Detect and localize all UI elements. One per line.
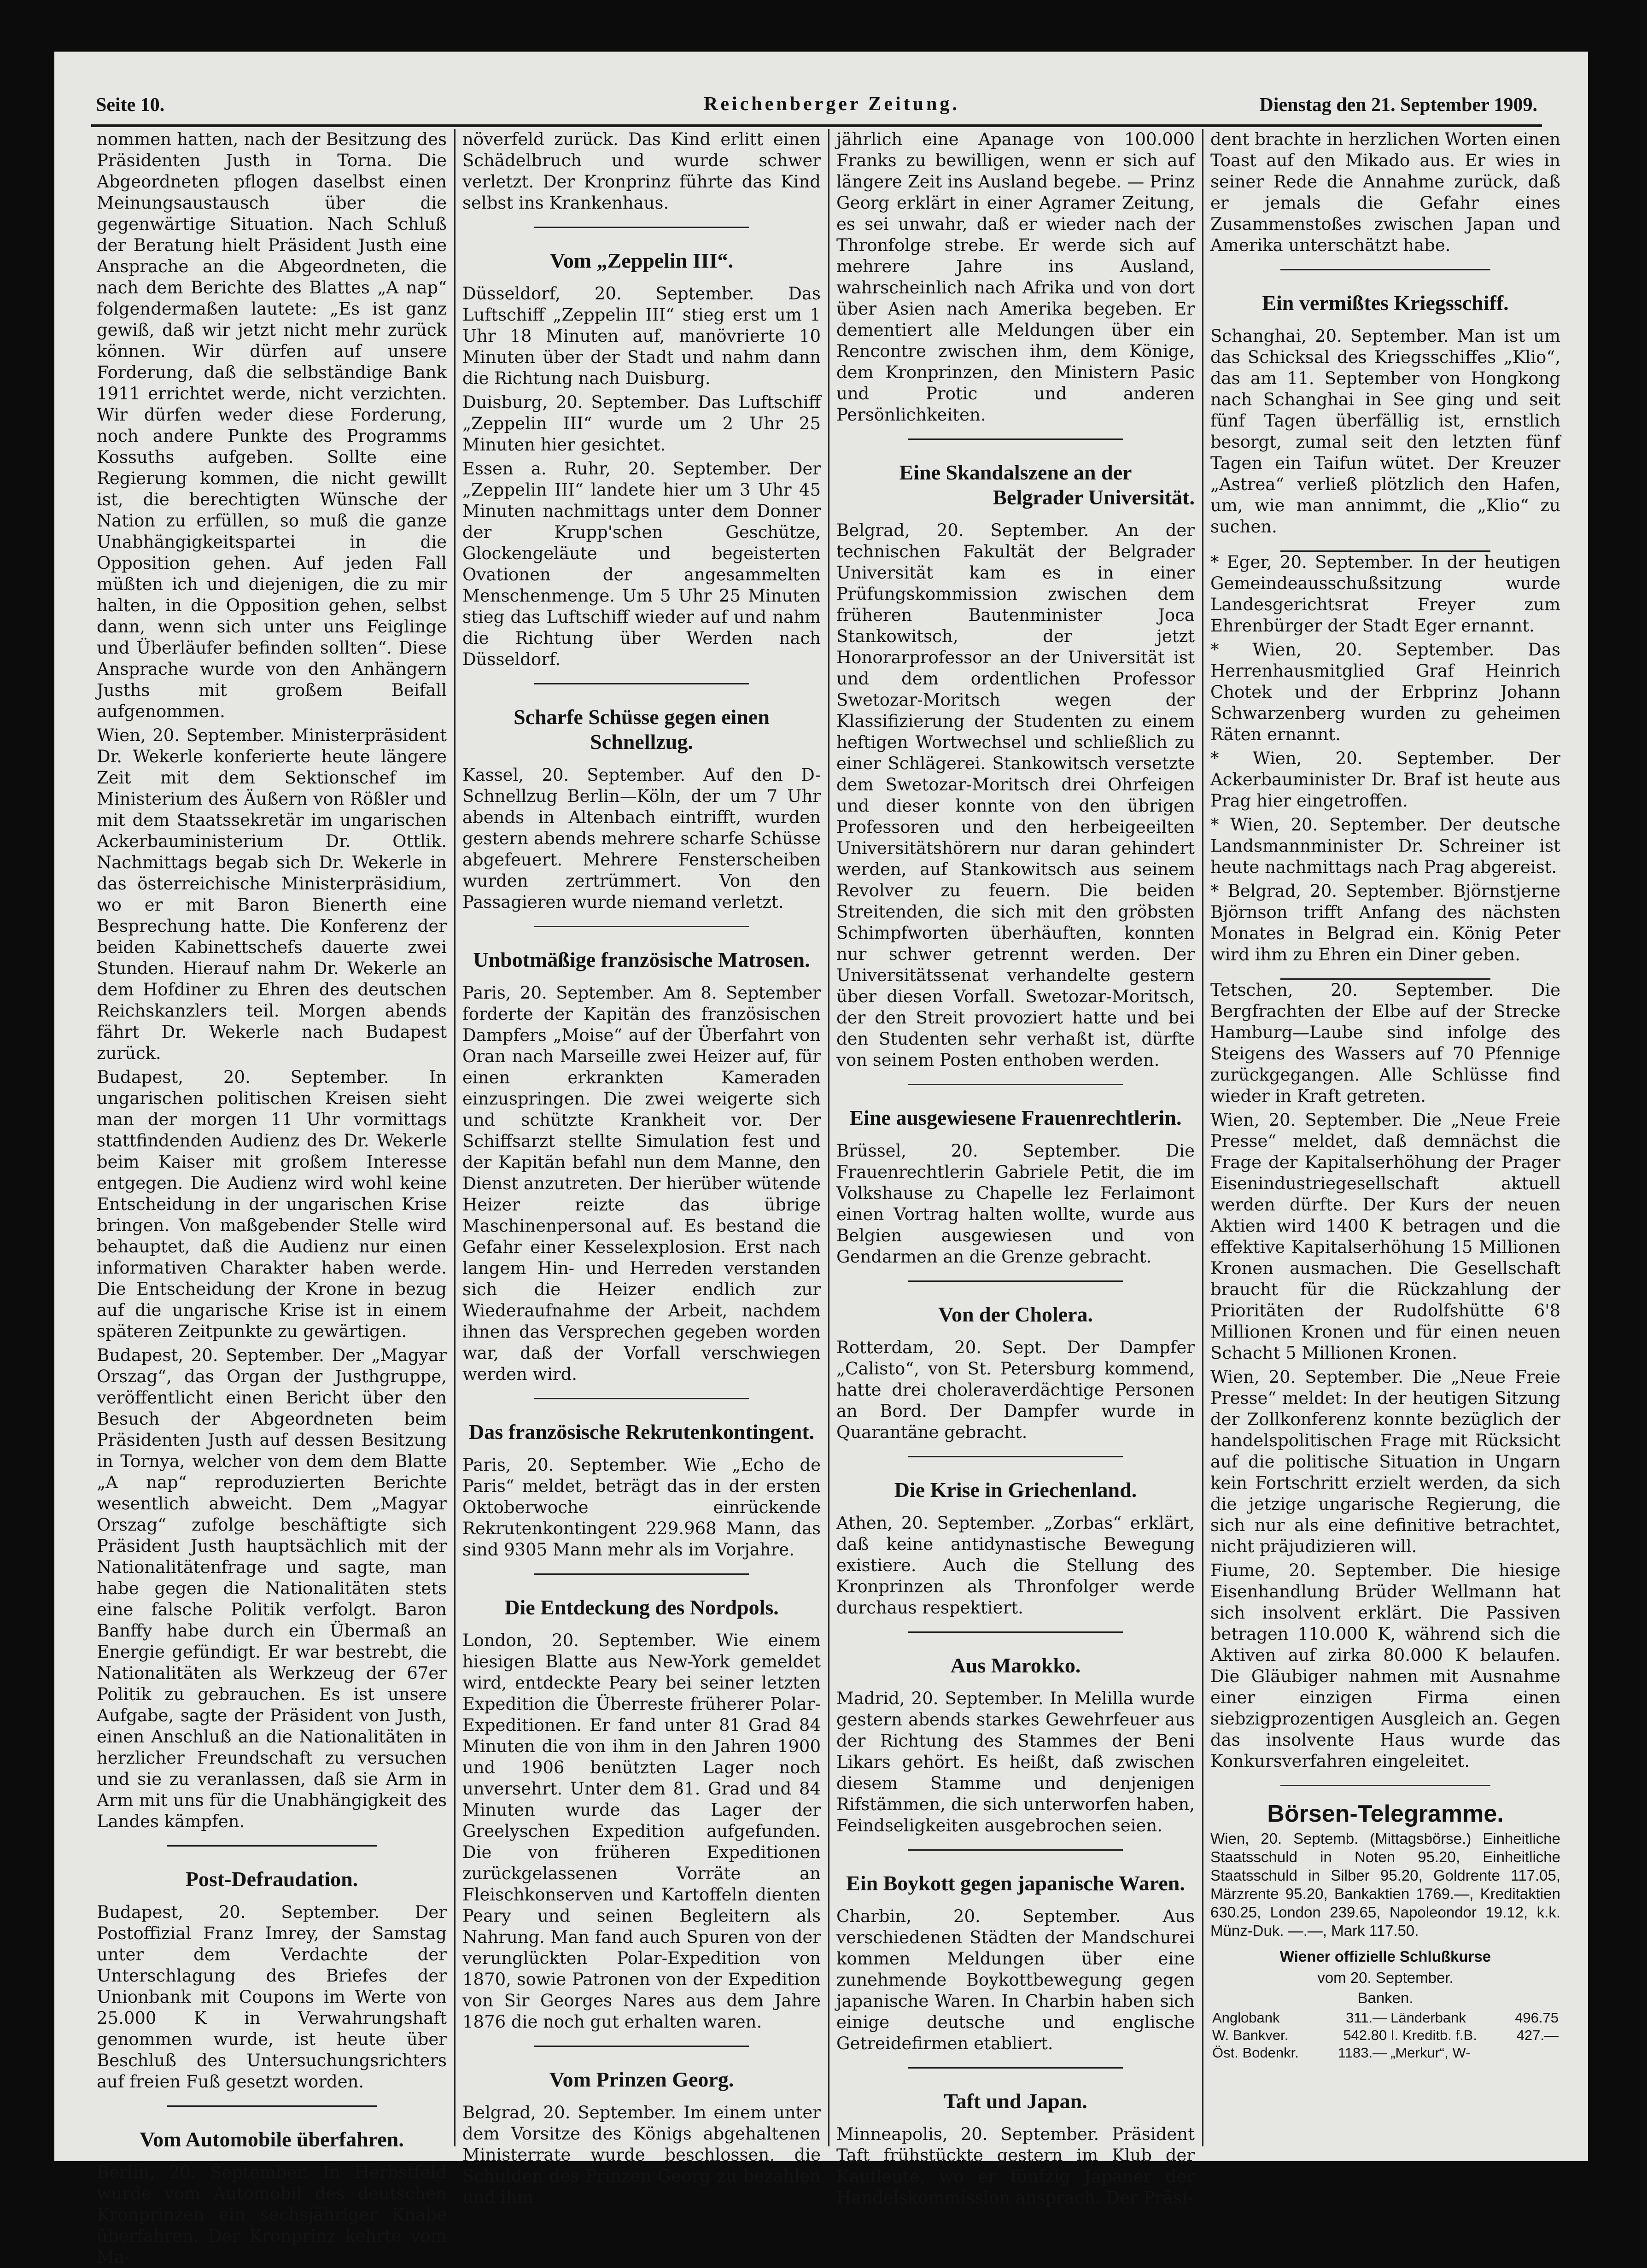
issue-date: Dienstag den 21. September 1909. [1259,94,1537,116]
article-paragraph: Paris, 20. September. Am 8. September forderte der Kapitän des französischen Dampfers „Moise“ auf der Überfahrt von Oran nach Marseille zwei Heizer auf, für einen erkrankten Kameraden einzuspringen. Die zwei weigerte sich und schützte Krankheit vor. Der Schiffsarzt stellte Simulation fest und der Kapitän befahl nun dem Manne, den Dienst anzutreten. Der hierüber wütende Heizer reizte das übrige Maschinenpersonal auf. Es bestand die Gefahr einer Kesselexplosion. Erst nach langem Hin- und Herreden verstanden sich die Heizer endlich zur Wiederaufnahme der Arbeit, nachdem ihnen das Versprechen gegeben worden war, daß der Vorfall verschwiegen werden wird. [462,983,821,1384]
article-separator [908,1280,1123,1282]
article-separator [534,1573,749,1575]
bank-price: 311.— [1346,2010,1387,2026]
article-paragraph: * Wien, 20. September. Das Herrenhausmitglied Graf Heinrich Chotek und der Erbprinz Johann Schwarzenberg wurden zu geheimen Räten ernannt. [1210,640,1560,744]
stock-exchange-section [1210,1800,1560,2062]
bank-name: W. Bankver. [1212,2027,1289,2043]
article-headline: Vom Prinzen Georg. [549,2068,734,2091]
column-divider [828,129,829,2146]
article-headline: Ein Boykott gegen japanische Waren. [846,1871,1185,1895]
bank-price: 1183.— [1337,2045,1387,2061]
closing-prices-date: vom 20. September. [1317,1969,1454,1986]
article-paragraph: Wien, 20. September. Die „Neue Freie Presse“ meldet: In der heutigen Sitzung der Zollkonferenz konnte bezüglich der handelspolitischen Frage mit Rücksicht auf die politische Situation in Ungarn kein Fortschritt erzielt werden, da sich die jetzige ungarische Regierung, die sich nur als eine definitive betrachtet, nicht präjudizieren will. [1210,1367,1560,1556]
article-paragraph: Tetschen, 20. September. Die Bergfrachten der Elbe auf der Strecke Hamburg—Laube sind infolge des Steigens des Wassers auf 70 Pfennige zurückgegangen. Alle Schlüsse find wieder in Kraft getreten. [1210,980,1560,1106]
bank-price: 496.75 [1515,2010,1559,2026]
article-separator [534,926,749,927]
article-paragraph: * Belgrad, 20. September. Björnstjerne Björnson trifft Anfang des nächsten Monates in Belgrad ein. König Peter wird ihm zu Ehren ein Diner geben. [1210,881,1560,964]
article-paragraph: Kassel, 20. September. Auf den D-Schnellzug Berlin—Köln, der um 7 Uhr abends in Altenbach eintrifft, wurden gestern abends mehrere scharfe Schüsse abgefeuert. Mehrere Fensterscheiben wurden zertrümmert. Von den Passagieren wurde niemand verletzt. [462,765,821,912]
article-paragraph: Wien, 20. September. Ministerpräsident Dr. Wekerle konferierte heute längere Zeit mit dem Sektionschef im Ministerium des Äußern von Rößler und mit dem Staatssekretär im ungarischen Ackerbauministerium Dr. Ottlik. Nachmittags begab sich Dr. Wekerle in das österreichische Ministerpräsidium, wo er mit Baron Bienerth eine Besprechung hatte. Die Konferenz der beiden Kabinettschefs dauerte zwei Stunden. Hierauf nahm Dr. Wekerle an dem Hofdiner zu Ehren des deutschen Reichskanzlers teil. Morgen abends fährt Dr. Wekerle nach Budapest zurück. [97,725,447,1063]
article-headline: Die Entdeckung des Nordpols. [504,1596,779,1619]
article-separator [908,1849,1123,1851]
bank-name: Öst. Bodenkr. [1212,2045,1299,2061]
article-paragraph: Minneapolis, 20. September. Präsident Taft frühstückte gestern im Klub der Kaufleute, wo er fünfzig Japaner der Handelskommission ansprach. Der Präsi- [836,2124,1195,2208]
article-headline: Ein vermißtes Kriegsschiff. [1262,291,1509,315]
article-separator [167,1845,377,1847]
article-paragraph: Essen a. Ruhr, 20. September. Der „Zeppelin III“ landete hier um 3 Uhr 45 Minuten nachmittags unter dem Donner der Krupp'schen Geschütze, Glockengeläute und begeisterten Ovationen der angesammelten Menschenmenge. Um 5 Uhr 25 Minuten stieg das Luftschiff wieder auf und nahm die Richtung über Werden nach Düsseldorf. [462,459,821,669]
article-headline: Von der Cholera. [938,1303,1093,1326]
bank-name: Anglobank [1212,2010,1280,2026]
article-headline: Das französische Rekrutenkontingent. [468,1420,815,1444]
bank-row [1210,2044,1560,2062]
article-headline: Vom „Zeppelin III“. [549,249,734,272]
banks-label: Banken. [1357,1989,1413,2006]
headline-line: Eine Skandalszene an der [899,461,1132,484]
column-divider [1202,129,1203,2146]
column-1 [97,129,447,2267]
article-paragraph: jährlich eine Apanage von 100.000 Franks zu bewilligen, wenn er sich auf längere Zeit ins Ausland begebe. — Prinz Georg erklärt in einer Agramer Zeitung, es sei unwahr, daß er wieder nach der Thronfolge strebe. Er werde sich auf mehrere Jahre ins Ausland, wahrscheinlich nach Afrika und von dort über Asien nach Amerika begeben. Er dementiert alle Meldungen über ein Rencontre zwischen ihm, dem Könige, dem Kronprinzen, den Ministern Pasic und Protic und anderen Persönlichkeiten. [836,129,1195,425]
article-paragraph: * Wien, 20. September. Der Ackerbauminister Dr. Braf ist heute aus Prag hier eingetroffen. [1210,748,1560,811]
article-separator [908,1084,1123,1085]
column-3 [836,129,1195,2208]
article-paragraph: Schanghai, 20. September. Man ist um das Schicksal des Kriegsschiffes „Klio“, das am 11. September von Hongkong nach Schanghai in See ging und seit fünf Tagen überfällig ist, ernstlich besorgt, zumal seit den letzten fünf Tagen ein Taifun wütet. Der Kreuzer „Astrea“ verließ plötzlich den Hafen, um, wie man annimmt, die „Klio“ zu suchen. [1210,326,1560,537]
article-separator [534,227,749,228]
page-number: Seite 10. [96,94,165,116]
bank-price: 542.80 [1343,2027,1387,2043]
article-paragraph: Wien, 20. September. Die „Neue Freie Presse“ meldet, daß demnächst die Frage der Kapitalserhöhung der Prager Eisenindustriegesellschaft aktuell werden dürfte. Der Kurs der neuen Aktien wird 1400 K betragen und die effektive Kapitalserhöhung 15 Millionen Kronen ausmachen. Die Gesellschaft braucht für die Rückzahlung der Prioritäten der Rudolfshütte 6'8 Millionen Kronen und für einen neuen Schacht 5 Millionen Kronen. [1210,1110,1560,1363]
article-paragraph: Charbin, 20. September. Aus verschiedenen Städten der Mandschurei kommen Meldungen über eine zunehmende Boykottbewegung gegen japanische Waren. In Charbin haben sich einige deutsche und englische Getreidefirmen etabliert. [836,1906,1195,2053]
article-paragraph: Belgrad, 20. September. An der technischen Fakultät der Belgrader Universität kam es in einer Prüfungskommission zwischen dem früheren Bautenminister Joca Stankowitsch, der jetzt Honorarprofessor an der Universität ist und dem ordentlichen Professor Swetozar-Moritsch wegen der Klassifizierung der Studenten zu einem heftigen Wortwechsel und schließlich zu einer Schlägerei. Stankowitsch versetzte dem Swetozar-Moritsch drei Ohrfeigen und dieser konnte von den übrigen Professoren und den herbeigeeilten Universitätshörern nur daran gehindert werden, auf Stankowitsch aus seinem Revolver zu feuern. Die beiden Streitenden, die sich mit den gröbsten Schimpfworten überhäuften, konnten nur schwer getrennt werden. Der Universitätssenat verhandelte gestern über diesen Vorfall. Swetozar-Moritsch, der den Streit provoziert hatte und bei den Studenten sehr verhaßt ist, dürfte von seinem Posten enthoben werden. [836,520,1195,1070]
article-paragraph: Athen, 20. September. „Zorbas“ erklärt, daß keine antidynastische Bewegung existiere. Auch die Stellung des Kronprinzen als Thronfolger werde durchaus respektiert. [836,1513,1195,1618]
article-separator [167,2105,377,2107]
bank-price: 427.— [1516,2027,1559,2043]
article-paragraph: * Eger, 20. September. In der heutigen Gemeindeausschußsitzung wurde Landesgerichtsrat Freyer zum Ehrenbürger der Stadt Eger ernannt. [1210,552,1560,636]
article-paragraph: London, 20. September. Wie einem hiesigen Blatte aus New-York gemeldet wird, entdeckte Peary bei seiner letzten Expedition die Überreste früherer Polar-Expeditionen. Er fand unter 81 Grad 84 Minuten die von ihm in den Jahren 1900 und 1906 benützten Lager noch unversehrt. Unter dem 81. Grad und 84 Minuten wurde das Lager der Greelyschen Expedition aufgefunden. Die von früheren Expeditionen zurückgelassenen Vorräte an Fleischkonserven und Kartoffeln dienten Peary und seinen Begleitern als Nahrung. Man fand auch Spuren von der verunglückten Polar-Expedition von 1870, sowie Patronen von der Expedition von Sir Georges Nares aus dem Jahre 1876 die noch gut erhalten waren. [462,1631,821,2032]
closing-prices-title: Wiener offizielle Schlußkurse [1279,1948,1491,1965]
page-header [96,85,1537,126]
article-paragraph: nommen hatten, nach der Besitzung des Präsidenten Justh in Torna. Die Abgeordneten pflogen daselbst einen Meinungsaustausch über die gegenwärtige Situation. Nach Schluß der Beratung hielt Präsident Justh eine Ansprache an die Abgeordneten, die nach dem Berichte des Blattes „A nap“ folgendermaßen lautete: „Es ist ganz gewiß, daß wir jetzt nicht mehr zurück können. Wir dürfen auf unsere Forderung, daß die selbständige Bank 1911 errichtet werde, nicht verzichten. Wir dürfen weder diese Forderung, noch andere Punkte des Programms Kossuths aufgeben. Sollte eine Regierung kommen, die nicht gewillt ist, die berechtigten Wünsche der Nation zu erfüllen, so muß die ganze Unabhängigkeitspartei in die Opposition gehen. Auf jeden Fall müßten ich und diejenigen, die zu mir halten, in die Opposition gehen, selbst dann, wenn sich unter uns Feiglinge und Überläufer befinden sollten“. Diese Ansprache wurde von den Anhängern Jusths mit großem Beifall aufgenommen. [97,129,447,721]
bank-name: Länderbank [1390,2010,1466,2026]
article-paragraph: Düsseldorf, 20. September. Das Luftschiff „Zeppelin III“ stieg erst um 1 Uhr 18 Minuten auf, manövrierte 10 Minuten über der Stadt und nahm dann die Richtung nach Duisburg. [462,284,821,388]
bank-name: I. Kreditb. f.B. [1390,2027,1477,2043]
exchange-report: Wien, 20. Septemb. (Mittagsbörse.) Einheitliche Staatsschuld in Noten 95.20, Einheitliche Staatsschuld in Silber 95.20, Goldrente 117.05, Märzrente 95.20, Bankaktien 1769.—, Kreditaktien 630.25, London 239.65, Napoleondor 19.12, k.k. Münz-Duk. —.—, Mark 117.50. [1210,1830,1560,1939]
article-headline: Taft und Japan. [944,2089,1087,2113]
article-separator [908,438,1123,440]
article-headline: Die Krise in Griechenland. [894,1478,1137,1502]
section-headline: Börsen-Telegramme. [1267,1800,1504,1827]
article-paragraph: Duisburg, 20. September. Das Luftschiff „Zeppelin III“ wurde um 2 Uhr 25 Minuten hier gesichtet. [462,392,821,455]
article-separator [1280,269,1490,270]
bank-price [1501,2044,1560,2062]
article-paragraph: Berlin, 20. September. In Herbstfeld wurde vom Automobil des deutschen Kronprinzen ein sechsjähriger Knabe überfahren. Der Kronprinz kehrte vom Ma- [97,2163,447,2267]
column-divider [454,129,456,2146]
article-paragraph: * Wien, 20. September. Der deutsche Landsmannminister Dr. Schreiner ist heute nachmittags nach Prag abgereist. [1210,815,1560,877]
article-paragraph: Belgrad, 20. September. Im einem unter dem Vorsitze des Königs abgehaltenen Ministerrate wurde beschlossen, die Schulden des Prinzen Georg zu bezahlen und ihm [462,2103,821,2207]
article-paragraph: Budapest, 20. September. Der „Magyar Orszag“, das Organ der Justhgruppe, veröffentlicht einen Bericht über den Besuch der Abgeordneten beim Präsidenten Justh auf dessen Besitzung in Tornya, welcher von dem dem Blatte „A nap“ reproduzierten Berichte wesentlich abweicht. Dem „Magyar Orszag“ zufolge beschäftigte sich Präsident Justh hauptsächlich mit der Nationalitätenfrage und sagte, man habe gegen die Nationalitäten stets eine falsche Politik verfolgt. Baron Banffy habe durch ein Übermaß an Energie gefündigt. Er war bestrebt, die Nationalitäten als Werkzeug der 67er Politik zu gebrauchen. Es ist unsere Aufgabe, sagte der Präsident von Justh, einen Anschluß an die Nationalitäten in herzlicher Freundschaft zu versuchen und sie zu veranlassen, daß sie Arm in Arm mit uns für die Unabhängigkeit des Landes kämpfen. [97,1345,447,1831]
article-separator [534,2046,749,2047]
article-paragraph: dent brachte in herzlichen Worten einen Toast auf den Mikado aus. Er wies in seiner Rede die Annahme zurück, daß er jemals die Gefahr eines Zusammenstoßes zwischen Japan und Amerika unterschätzt habe. [1210,129,1560,255]
article-separator [908,1456,1123,1457]
article-paragraph: növerfeld zurück. Das Kind erlitt einen Schädelbruch und wurde schwer verletzt. Der Kronprinz führte das Kind selbst ins Krankenhaus. [462,129,821,213]
article-paragraph: Brüssel, 20. September. Die Frauenrechtlerin Gabriele Petit, die im Volkshause zu Chapelle lez Ferlaimont einen Vortrag halten wollte, wurde aus Belgien ausgewiesen und von Gendarmen an die Grenze gebracht. [836,1141,1195,1267]
column-2 [462,129,821,2207]
article-paragraph: Rotterdam, 20. Sept. Der Dampfer „Calisto“, von St. Petersburg kommend, hatte drei choleraverdächtige Personen an Bord. Der Dampfer wurde in Quarantäne gebracht. [836,1338,1195,1442]
article-headline: Aus Marokko. [950,1654,1081,1677]
article-headline: Eine ausgewiesene Frauenrechtlerin. [849,1106,1182,1129]
article-headline: Unbotmäßige französische Matrosen. [473,948,810,971]
article-separator [534,1398,749,1399]
article-separator [1280,1785,1490,1786]
article-headline: Vom Automobile überfahren. [140,2128,404,2151]
article-paragraph: Paris, 20. September. Wie „Echo de Paris“ meldet, beträgt das in der ersten Oktoberwoche einrückende Rekrutenkontingent 229.968 Mann, das sind 9305 Mann mehr als im Vorjahre. [462,1455,821,1560]
newspaper-page [54,52,1588,2267]
article-separator [534,683,749,684]
bank-row [1210,2027,1560,2044]
newspaper-title: Reichenberger Zeitung. [704,94,960,115]
article-paragraph: Madrid, 20. September. In Melilla wurde gestern abends starkes Gewehrfeuer aus der Richtung des Stammes der Beni Likars gehört. Es heißt, daß zwischen diesem Stamme und denjenigen Rifstämmen, die sich unterworfen haben, Feindseligkeiten ausgebrochen seien. [836,1689,1195,1835]
bank-row [1210,2009,1560,2027]
article-paragraph: Budapest, 20. September. Der Postoffizial Franz Imrey, der Samstag unter dem Verdachte der Unterschlagung des Briefes der Unionbank mit Coupons im Werte von 25.000 K in Verwahrungshaft genommen wurde, ist heute über Beschluß des Untersuchungsrichters auf freien Fuß gesetzt worden. [97,1902,447,2092]
header-rule [91,124,1542,127]
article-headline: Scharfe Schüsse gegen einen Schnellzug. [514,705,770,754]
bank-prices-table [1210,2009,1560,2062]
article-headline: Post-Defraudation. [185,1867,358,1891]
column-4 [1210,129,1560,2146]
article-paragraph: Fiume, 20. September. Die hiesige Eisenhandlung Brüder Wellmann hat sich insolvent erklärt. Die Passiven betragen 110.000 K, während sich die Aktiven auf zirka 80.000 K belaufen. Die Gläubiger nahmen mit Ausnahme einer einzigen Firma einen siebzigprozentigen Ausgleich an. Gegen das insolvente Haus wurde das Konkursverfahren eingeleitet. [1210,1561,1560,1771]
bank-name: „Merkur“, W- [1390,2045,1471,2061]
article-paragraph: Budapest, 20. September. In ungarischen politischen Kreisen sieht man der morgen 11 Uhr vormittags stattfindenden Audienz des Dr. Wekerle beim Kaiser mit großem Interesse entgegen. Die Audienz wird wohl keine Entscheidung in der ungarischen Krise bringen. Von maßgebender Stelle wird behauptet, daß die Audienz nur einen informativen Charakter haben werde. Die Entscheidung der Krone in bezug auf die ungarische Krise ist in einem späteren Zeitpunkte zu gewärtigen. [97,1067,447,1341]
article-headline [836,460,1195,510]
article-separator [908,2067,1123,2069]
article-separator [908,1631,1123,1633]
headline-line: Belgrader Universität. [993,485,1195,509]
